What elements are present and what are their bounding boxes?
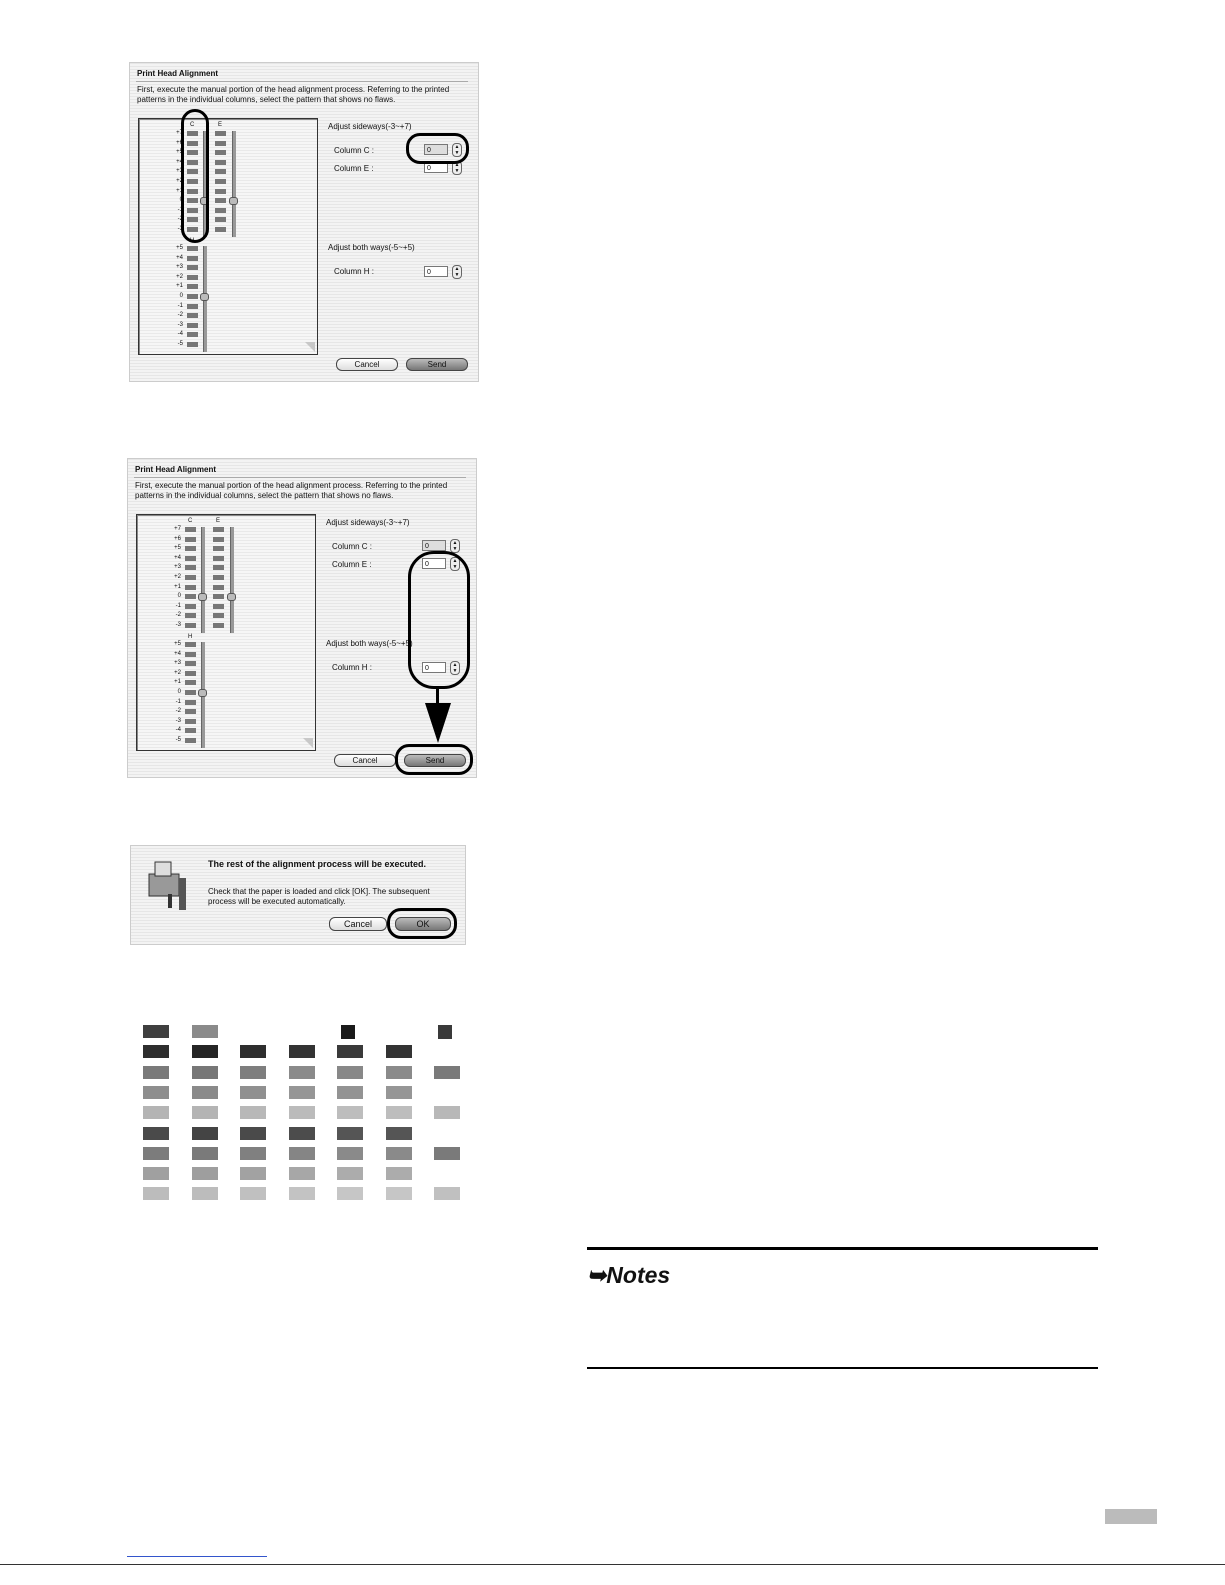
tick-label: -1	[177, 302, 183, 309]
tick-label: -1	[175, 602, 181, 609]
pattern-c	[185, 565, 196, 570]
pattern-c	[185, 604, 196, 609]
tick-label: +3	[174, 660, 181, 667]
callout-column-c	[181, 109, 209, 243]
both-ways-section-label: Adjust both ways(-5~+5)	[328, 243, 415, 252]
tick-label: +5	[174, 545, 181, 552]
column-e-label: Column E :	[334, 164, 374, 173]
pattern-patch	[337, 1187, 363, 1200]
pattern-e	[213, 575, 224, 580]
pattern-patch	[386, 1066, 412, 1079]
pattern-h	[185, 661, 196, 666]
tick-label: -2	[177, 216, 183, 223]
sideways-section-label: Adjust sideways(-3~+7)	[326, 518, 410, 527]
pattern-e	[213, 585, 224, 590]
pattern-preview	[136, 514, 316, 751]
pattern-patch	[337, 1045, 363, 1058]
column-h-heading: H	[190, 238, 195, 244]
tick-label: +5	[176, 149, 183, 156]
pattern-patch	[289, 1147, 315, 1160]
pattern-patch	[240, 1127, 266, 1140]
slider-h-knob	[198, 689, 207, 697]
tick-label: +6	[174, 535, 181, 542]
column-c-heading: C	[190, 122, 195, 128]
pattern-patch	[337, 1106, 363, 1119]
pattern-patch	[386, 1045, 412, 1058]
slider-e-track	[230, 527, 234, 633]
column-h-label: Column H :	[332, 663, 373, 672]
pattern-patch	[337, 1127, 363, 1140]
footer-link[interactable]	[127, 1556, 267, 1557]
pattern-e	[215, 141, 226, 146]
pattern-patch	[289, 1187, 315, 1200]
sideways-section-label: Adjust sideways(-3~+7)	[328, 122, 412, 131]
tick-label: -1	[175, 698, 181, 705]
pattern-e	[215, 179, 226, 184]
callout-send-button	[395, 744, 473, 775]
pattern-c	[185, 594, 196, 599]
send-button[interactable]: Send	[406, 358, 468, 371]
dialog-instruction: First, execute the manual portion of the head alignment process. Referring to the printed patterns in the individual columns, select the pattern that shows no flaws.	[135, 481, 448, 500]
tick-label: +1	[174, 583, 181, 590]
pattern-patch	[289, 1045, 315, 1058]
pattern-c	[185, 623, 196, 628]
pattern-patch	[192, 1086, 218, 1099]
column-h-heading: H	[188, 634, 193, 640]
tick-label: +3	[176, 264, 183, 271]
pattern-patch	[240, 1086, 266, 1099]
pattern-patch	[143, 1066, 169, 1079]
tick-label: -2	[177, 312, 183, 319]
tick-label: -2	[175, 708, 181, 715]
pattern-c	[185, 537, 196, 542]
page-fold	[305, 342, 315, 352]
column-c-heading: C	[188, 518, 193, 524]
column-c-label: Column C :	[332, 542, 373, 551]
pattern-e	[215, 131, 226, 136]
column-e-stepper[interactable]: ▲ ▼	[452, 161, 462, 175]
pattern-patch	[192, 1187, 218, 1200]
arrow-line	[436, 686, 439, 704]
divider	[134, 477, 466, 478]
pattern-patch	[386, 1086, 412, 1099]
tick-label: -3	[175, 717, 181, 724]
tick-label: 0	[179, 293, 183, 299]
tick-label: -3	[177, 226, 183, 232]
tick-label: +4	[174, 554, 181, 561]
pattern-patch	[192, 1147, 218, 1160]
dialog-title: Print Head Alignment	[135, 465, 217, 474]
tick-label: 0	[177, 689, 181, 695]
tick-label: +2	[176, 178, 183, 184]
column-h-stepper[interactable]: ▲ ▼	[450, 661, 460, 675]
tick-label: +1	[174, 679, 181, 686]
pattern-e	[213, 556, 224, 561]
pattern-h	[185, 719, 196, 724]
pattern-patch	[337, 1066, 363, 1079]
column-h-field[interactable]: 0	[424, 266, 448, 277]
callout-ok-button	[387, 908, 457, 939]
tick-label: +2	[174, 669, 181, 676]
tick-label: +7	[176, 130, 183, 136]
pattern-patch	[289, 1066, 315, 1079]
tick-label: -3	[175, 622, 181, 628]
pattern-h	[185, 671, 196, 676]
pattern-patch	[386, 1187, 412, 1200]
pattern-h	[187, 246, 198, 251]
tick-label: -1	[177, 206, 183, 213]
tick-label: +4	[176, 254, 183, 261]
pattern-patch	[192, 1127, 218, 1140]
pattern-h	[187, 313, 198, 318]
pattern-e	[213, 594, 224, 599]
notes-heading	[587, 1262, 670, 1289]
column-e-field[interactable]: 0	[424, 162, 448, 173]
printer-icon	[143, 858, 198, 913]
pattern-patch	[337, 1086, 363, 1099]
arrow-down-icon	[425, 703, 451, 743]
pattern-patch	[341, 1025, 355, 1039]
pattern-patch	[337, 1147, 363, 1160]
pattern-h	[185, 700, 196, 705]
column-e-heading: E	[218, 122, 223, 128]
pattern-preview	[138, 118, 318, 355]
pattern-patch	[143, 1025, 169, 1038]
pattern-e	[215, 160, 226, 165]
tick-label: 0	[177, 593, 181, 600]
column-c-stepper[interactable]: ▲ ▼	[450, 539, 460, 553]
pattern-patch	[192, 1066, 218, 1079]
pattern-e	[213, 537, 224, 542]
tick-label: +5	[174, 641, 181, 647]
pattern-patch	[240, 1147, 266, 1160]
pattern-patch	[192, 1045, 218, 1058]
tick-label: -5	[175, 737, 181, 743]
pattern-patch	[386, 1167, 412, 1180]
pattern-c	[185, 527, 196, 532]
pattern-patch	[240, 1167, 266, 1180]
tick-label: +3	[176, 168, 183, 175]
pattern-h	[187, 265, 198, 270]
pattern-h	[187, 323, 198, 328]
tick-label: -4	[177, 331, 183, 338]
pattern-patch	[240, 1187, 266, 1200]
pattern-c	[185, 575, 196, 580]
pattern-patch	[438, 1025, 452, 1039]
column-h-field[interactable]: 0	[422, 662, 446, 673]
printed-pattern-grid	[140, 1020, 470, 1210]
pattern-h	[185, 642, 196, 647]
pattern-patch	[240, 1066, 266, 1079]
notes-label: Notes	[606, 1262, 671, 1288]
pattern-patch	[434, 1106, 460, 1119]
callout-fields	[408, 551, 470, 689]
divider	[136, 81, 468, 82]
column-c-label: Column C :	[334, 146, 375, 155]
pattern-e	[213, 604, 224, 609]
pattern-e	[215, 227, 226, 232]
pattern-patch	[240, 1045, 266, 1058]
pattern-c	[185, 585, 196, 590]
pattern-e	[213, 613, 224, 618]
pattern-c	[185, 546, 196, 551]
pattern-patch	[289, 1106, 315, 1119]
pattern-patch	[289, 1086, 315, 1099]
pattern-e	[213, 623, 224, 628]
pattern-h	[187, 342, 198, 347]
pattern-patch	[143, 1045, 169, 1058]
column-c-stepper[interactable]: ▲ ▼	[452, 143, 462, 157]
pattern-patch	[143, 1167, 169, 1180]
notes-arrow-icon: ➥	[587, 1262, 607, 1288]
tick-label: +7	[174, 526, 181, 532]
pattern-patch	[386, 1106, 412, 1119]
pattern-h	[185, 680, 196, 685]
pattern-patch	[289, 1127, 315, 1140]
tick-label: 0	[179, 197, 183, 204]
pattern-h	[187, 294, 198, 299]
tick-label: +1	[176, 283, 183, 290]
tick-label: -5	[177, 341, 183, 347]
pattern-patch	[143, 1147, 169, 1160]
cancel-button[interactable]: Cancel	[336, 358, 398, 371]
pattern-h	[187, 275, 198, 280]
tick-label: +5	[176, 245, 183, 251]
tick-label: +1	[176, 187, 183, 194]
pattern-h	[185, 738, 196, 743]
pattern-patch	[143, 1106, 169, 1119]
column-e-stepper[interactable]: ▲ ▼	[450, 557, 460, 571]
column-e-heading: E	[216, 518, 221, 524]
notes-bottom-rule	[587, 1367, 1098, 1369]
cancel-button[interactable]: Cancel	[334, 754, 396, 767]
cancel-button[interactable]: Cancel	[329, 917, 387, 931]
pattern-e	[215, 150, 226, 155]
column-h-label: Column H :	[334, 267, 375, 276]
slider-c-track	[201, 527, 205, 633]
both-ways-section-label: Adjust both ways(-5~+5)	[326, 639, 413, 648]
pattern-patch	[434, 1066, 460, 1079]
pattern-patch	[240, 1106, 266, 1119]
column-e-field[interactable]: 0	[422, 558, 446, 569]
pattern-h	[187, 304, 198, 309]
pattern-h	[185, 690, 196, 695]
slider-e-knob	[227, 593, 236, 601]
pattern-h	[185, 709, 196, 714]
pattern-h	[187, 284, 198, 289]
pattern-patch	[337, 1167, 363, 1180]
confirm-title: The rest of the alignment process will be executed.	[208, 859, 427, 869]
pattern-patch	[289, 1167, 315, 1180]
pattern-c	[185, 613, 196, 618]
pattern-patch	[143, 1086, 169, 1099]
send-button[interactable]: Send	[404, 754, 466, 767]
page-number-box	[1105, 1509, 1157, 1524]
pattern-patch	[192, 1025, 218, 1038]
pattern-e	[213, 565, 224, 570]
pattern-patch	[434, 1147, 460, 1160]
column-c-field[interactable]: 0	[422, 540, 446, 551]
pattern-h	[187, 256, 198, 261]
pattern-patch	[192, 1106, 218, 1119]
tick-label: -4	[175, 727, 181, 734]
pattern-patch	[434, 1187, 460, 1200]
pattern-patch	[192, 1167, 218, 1180]
pattern-patch	[386, 1127, 412, 1140]
pattern-e	[213, 527, 224, 532]
pattern-patch	[386, 1147, 412, 1160]
tick-label: +6	[176, 139, 183, 146]
column-h-stepper[interactable]: ▲ ▼	[452, 265, 462, 279]
tick-label: +4	[176, 158, 183, 165]
pattern-e	[213, 546, 224, 551]
pattern-h	[185, 728, 196, 733]
pattern-e	[215, 189, 226, 194]
column-c-field[interactable]: 0	[424, 144, 448, 155]
slider-c-knob	[198, 593, 207, 601]
tick-label: +4	[174, 650, 181, 657]
pattern-e	[215, 198, 226, 203]
pattern-e	[215, 217, 226, 222]
pattern-c	[185, 556, 196, 561]
pattern-patch	[143, 1187, 169, 1200]
tick-label: +2	[176, 273, 183, 280]
slider-e-track	[232, 131, 236, 237]
dialog-title: Print Head Alignment	[137, 69, 219, 78]
tick-label: +3	[174, 564, 181, 571]
slider-h-knob	[200, 293, 209, 301]
footer-rule	[0, 1564, 1225, 1565]
notes-top-rule	[587, 1247, 1098, 1250]
callout-column-c-field	[406, 133, 469, 164]
tick-label: -2	[175, 612, 181, 619]
pattern-h	[185, 652, 196, 657]
page-fold	[303, 738, 313, 748]
tick-label: +2	[174, 574, 181, 580]
confirm-body: Check that the paper is loaded and click [OK]. The subsequent process will be executed automatically.	[208, 887, 430, 906]
ok-button[interactable]: OK	[395, 917, 451, 931]
pattern-e	[215, 169, 226, 174]
pattern-patch	[143, 1127, 169, 1140]
pattern-e	[215, 208, 226, 213]
slider-e-knob	[229, 197, 238, 205]
tick-label: -3	[177, 321, 183, 328]
pattern-h	[187, 332, 198, 337]
column-e-label: Column E :	[332, 560, 372, 569]
dialog-instruction: First, execute the manual portion of the head alignment process. Referring to the printed patterns in the individual columns, select the pattern that shows no flaws.	[137, 85, 450, 104]
